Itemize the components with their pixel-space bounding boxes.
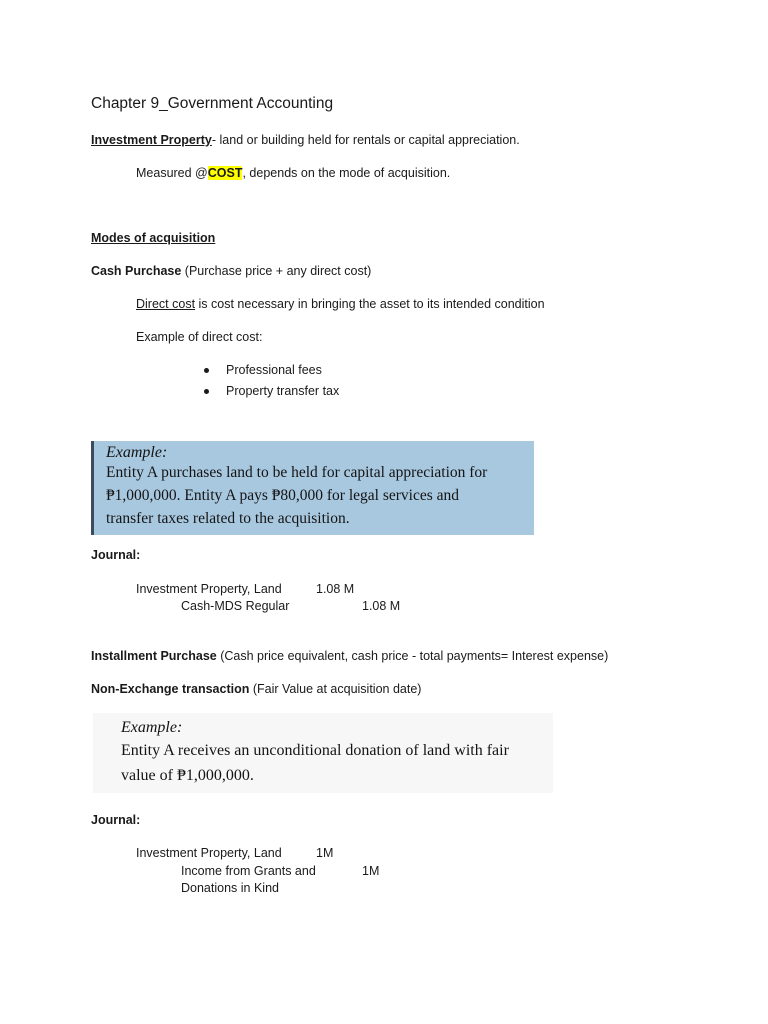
example-label: Example: [106, 444, 168, 461]
journal-label: Journal: [91, 813, 141, 827]
measured-suffix: , depends on the mode of acquisition. [242, 166, 451, 180]
nonexchange-line [91, 682, 421, 696]
installment-detail: (Cash price equivalent, cash price - total payments= Interest expense) [216, 649, 609, 663]
example-line: Entity A purchases land to be held for capital appreciation for [106, 464, 488, 481]
example-image-donation [93, 713, 553, 793]
example-image-purchase [91, 441, 534, 535]
investment-property-term: Investment Property [91, 133, 212, 147]
measured-line [136, 166, 450, 180]
bullet-icon [204, 389, 209, 394]
journal-debit-amount: 1M [316, 846, 334, 860]
page-title: Chapter 9_Government Accounting [91, 95, 334, 112]
measured-prefix: Measured @ [136, 166, 208, 180]
bullet-icon [204, 368, 209, 373]
direct-cost-definition [136, 297, 545, 311]
journal-credit-account-cont: Donations in Kind [181, 881, 279, 895]
example-line: Entity A receives an unconditional donation of land with fair [121, 742, 509, 759]
direct-cost-term: Direct cost [136, 297, 196, 311]
cash-purchase-detail: (Purchase price + any direct cost) [181, 264, 372, 278]
direct-cost-text: is cost necessary in bringing the asset to its intended condition [195, 297, 545, 311]
list-item: Professional fees [226, 363, 322, 377]
example-line: ₱1,000,000. Entity A pays ₱80,000 for legal services and [106, 487, 460, 504]
journal-credit-account: Income from Grants and [181, 864, 316, 878]
journal-debit-account: Investment Property, Land [136, 846, 282, 860]
list-item: Property transfer tax [226, 384, 340, 398]
journal-label: Journal: [91, 548, 141, 562]
nonexchange-term: Non-Exchange transaction [91, 682, 250, 696]
journal-credit-amount: 1.08 M [362, 599, 401, 613]
journal-credit-amount: 1M [362, 864, 380, 878]
example-line: transfer taxes related to the acquisition. [106, 510, 350, 527]
direct-cost-example-label: Example of direct cost: [136, 330, 263, 344]
example-label: Example: [121, 719, 183, 736]
investment-property-definition [91, 133, 520, 147]
cash-purchase-term: Cash Purchase [91, 264, 182, 278]
modes-heading: Modes of acquisition [91, 231, 216, 245]
installment-term: Installment Purchase [91, 649, 217, 663]
journal-credit-account: Cash-MDS Regular [181, 599, 290, 613]
example-line: value of ₱1,000,000. [121, 767, 254, 784]
nonexchange-detail: (Fair Value at acquisition date) [249, 682, 422, 696]
installment-line [91, 649, 608, 663]
cost-highlight: COST [207, 166, 243, 180]
cash-purchase-line [91, 264, 371, 278]
investment-property-text: - land or building held for rentals or capital appreciation. [211, 133, 520, 147]
journal-debit-account: Investment Property, Land [136, 582, 282, 596]
journal-debit-amount: 1.08 M [316, 582, 355, 596]
